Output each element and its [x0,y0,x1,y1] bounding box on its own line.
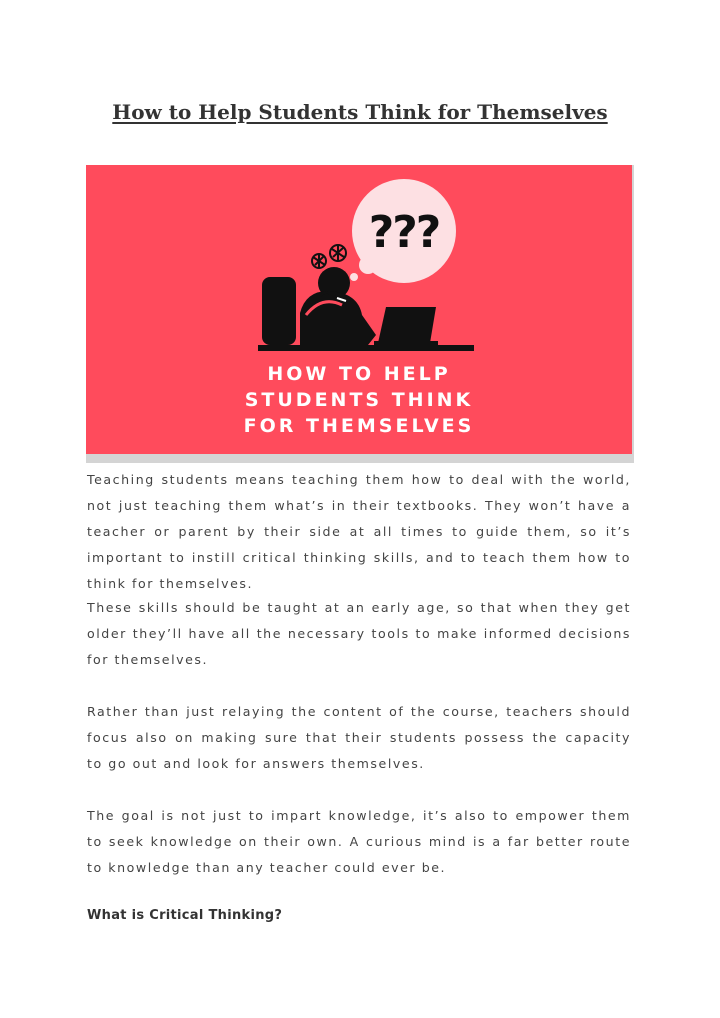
banner-image-frame [86,165,634,463]
banner-image [86,165,632,454]
thought-bubble-tail-icon [359,256,377,274]
laptop-icon [374,307,438,345]
paragraph-teachers-focus: Rather than just relaying the content of the course, teachers should focus also on making sure that their students possess the capacity to go out and look for answers themselves. [87,704,631,771]
page-title: How to Help Students Think for Themselves [112,100,608,124]
bubble-question-marks: ??? [368,207,440,258]
section-heading-critical-thinking: What is Critical Thinking? [87,908,283,923]
desk-icon [258,345,474,351]
thought-bubble-dot-icon [350,273,358,281]
person-icon [300,267,376,345]
scribble-icon [312,245,346,268]
paragraph-intro: Teaching students means teaching them how to deal with the world, not just teaching them what’s in their textbooks. They won’t have a teacher or parent by their side at all times to guide them, so it’s important to instill critical thinking skills, and to teach them how to think for themselves. [87,472,631,591]
banner-caption [86,361,632,439]
banner-line-3: FOR THEMSELVES [243,415,475,437]
banner-line-1: HOW TO HELP [267,363,451,385]
paragraph-early-age: These skills should be taught at an early age, so that when they get older they’ll have all the necessary tools to make informed decisions for themselves. [87,600,631,667]
chair-icon [262,277,296,345]
paragraph-goal: The goal is not just to impart knowledge, it’s also to empower them to seek knowledge on their own. A curious mind is a far better route to knowledge than any teacher could ever be. [87,808,631,875]
banner-line-2: STUDENTS THINK [244,389,474,411]
